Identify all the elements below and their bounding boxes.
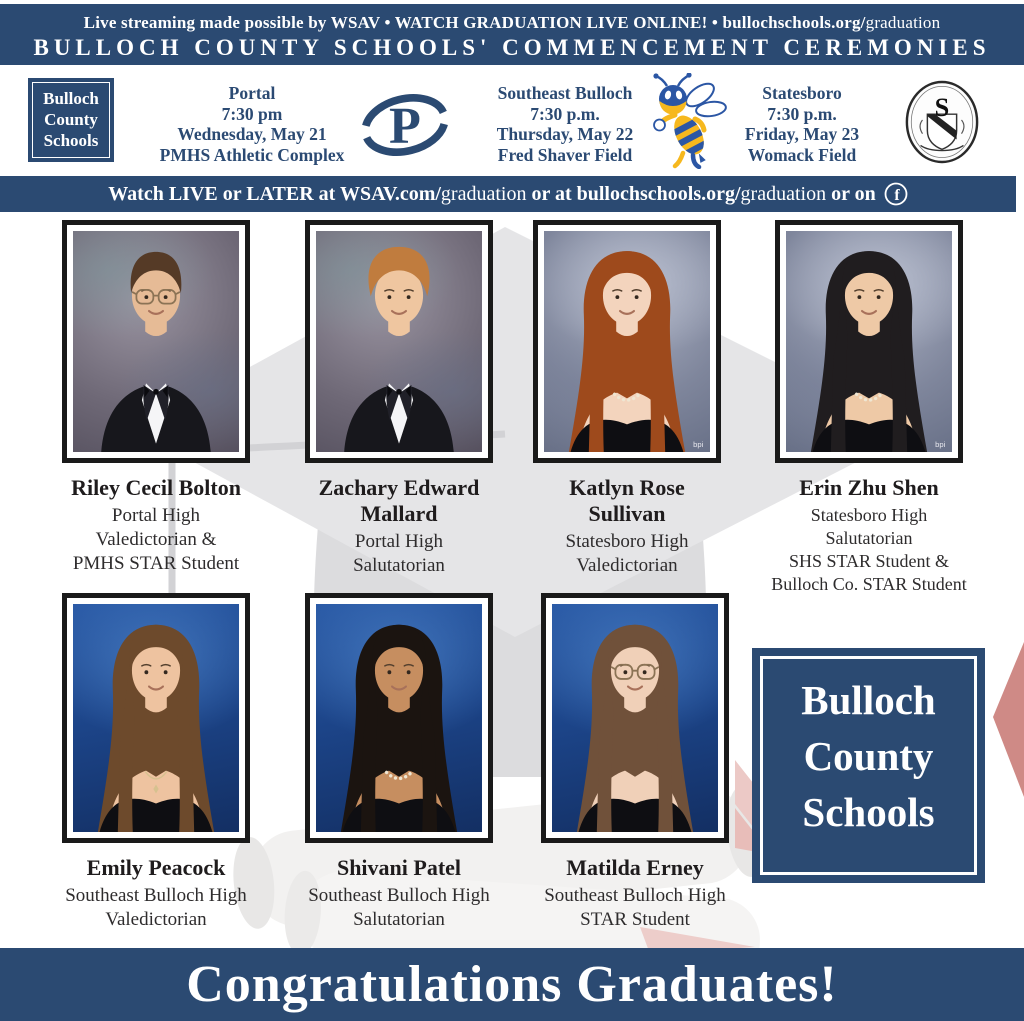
svg-text:bpi: bpi xyxy=(935,439,946,449)
svg-text:f: f xyxy=(894,187,900,204)
graduate-name: Katlyn Rose Sullivan xyxy=(569,475,685,526)
graduate-name: Emily Peacock xyxy=(86,855,226,880)
graduate-card-katlyn-sullivan xyxy=(533,220,721,576)
watch-bar-text: Watch LIVE or LATER at WSAV.com/graduation or at bullochschools.org/graduation or on xyxy=(108,182,876,205)
svg-text:bpi: bpi xyxy=(693,439,704,449)
congratulations-text: Congratulations Graduates! xyxy=(186,956,838,1013)
graduate-honors: Portal High Valedictorian & PMHS STAR Student xyxy=(72,505,240,574)
graduate-caption xyxy=(277,855,521,932)
live-stream-notice xyxy=(0,12,1024,33)
portal-panthers-logo-icon xyxy=(360,82,450,168)
logo-text: Bulloch County Schools xyxy=(43,89,99,150)
logo-text: Bulloch County Schools xyxy=(801,677,936,835)
facebook-icon xyxy=(884,182,908,206)
live-stream-notice-text: Live streaming made possible by WSAV • WATCH GRADUATION LIVE ONLINE! • bullochschools.org/ xyxy=(83,13,866,32)
portrait-image xyxy=(73,604,239,832)
portrait-image xyxy=(552,604,718,832)
event-school: Southeast Bulloch xyxy=(497,83,633,103)
graduate-name: Zachary Edward Mallard xyxy=(318,475,480,526)
flyer-title: BULLOCH COUNTY SCHOOLS' COMMENCEMENT CEREMONIES xyxy=(33,35,991,60)
graduate-caption xyxy=(277,475,521,578)
portrait-photo xyxy=(541,593,729,843)
event-time: 7:30 p.m. xyxy=(767,103,837,124)
graduate-name: Shivani Patel xyxy=(336,855,462,880)
event-venue: Fred Shaver Field xyxy=(497,144,633,165)
live-stream-notice-url-suffix: graduation xyxy=(865,13,941,32)
portrait-image xyxy=(786,231,952,452)
event-school: Portal xyxy=(228,83,276,103)
event-school: Statesboro xyxy=(762,83,842,103)
graduate-name: Matilda Erney xyxy=(566,855,704,880)
graduate-caption xyxy=(505,475,749,578)
event-portal xyxy=(139,83,365,165)
ceremony-schedule-header xyxy=(0,65,1024,176)
event-statesboro xyxy=(689,83,915,165)
event-venue: Womack Field xyxy=(747,144,857,165)
portrait-photo xyxy=(305,593,493,843)
svg-text:P: P xyxy=(389,97,421,155)
portrait-image xyxy=(73,231,239,452)
portrait-photo xyxy=(62,220,250,463)
event-date: Friday, May 23 xyxy=(744,124,860,144)
bulloch-county-schools-logo-large xyxy=(752,648,985,883)
graduate-honors: Portal High Salutatorian xyxy=(353,531,445,576)
graduate-card-zachary-mallard xyxy=(305,220,493,576)
graduate-name: Erin Zhu Shen xyxy=(799,475,939,500)
portrait-photo xyxy=(62,593,250,843)
top-banner xyxy=(0,4,1024,65)
portrait-photo xyxy=(305,220,493,463)
graduate-card-emily-peacock xyxy=(62,593,250,930)
graduate-honors: Statesboro High Valedictorian xyxy=(565,531,689,576)
statesboro-crest-icon xyxy=(903,79,981,165)
graduate-caption xyxy=(741,475,997,596)
graduate-card-riley-bolton xyxy=(62,220,250,574)
graduate-honors: Statesboro High Salutatorian SHS STAR Student & Bulloch Co. STAR Student xyxy=(771,505,967,594)
graduate-caption xyxy=(513,855,757,932)
event-time: 7:30 pm xyxy=(221,103,283,124)
graduate-caption xyxy=(34,475,278,576)
portrait-photo xyxy=(533,220,721,463)
graduate-honors: Southeast Bulloch High Valedictorian xyxy=(65,885,247,930)
graduate-card-erin-shen xyxy=(771,220,967,594)
portrait-image xyxy=(316,604,482,832)
graduate-honors: Southeast Bulloch High STAR Student xyxy=(544,885,726,930)
graduate-honors: Southeast Bulloch High Salutatorian xyxy=(308,885,490,930)
congratulations-banner xyxy=(0,948,1024,1021)
graduate-card-shivani-patel xyxy=(305,593,493,930)
bulloch-county-schools-logo-small xyxy=(28,78,114,162)
event-date: Thursday, May 22 xyxy=(496,124,634,144)
svg-text:S: S xyxy=(934,93,950,123)
event-date: Wednesday, May 21 xyxy=(177,124,327,144)
graduate-card-matilda-erney xyxy=(541,593,729,930)
portrait-image xyxy=(316,231,482,452)
watch-live-bar xyxy=(0,176,1016,212)
graduate-caption xyxy=(34,855,278,932)
event-venue: PMHS Athletic Complex xyxy=(159,144,345,165)
portrait-photo xyxy=(775,220,963,463)
portrait-image xyxy=(544,231,710,452)
graduate-name: Riley Cecil Bolton xyxy=(71,475,241,500)
event-time: 7:30 p.m. xyxy=(530,103,600,124)
